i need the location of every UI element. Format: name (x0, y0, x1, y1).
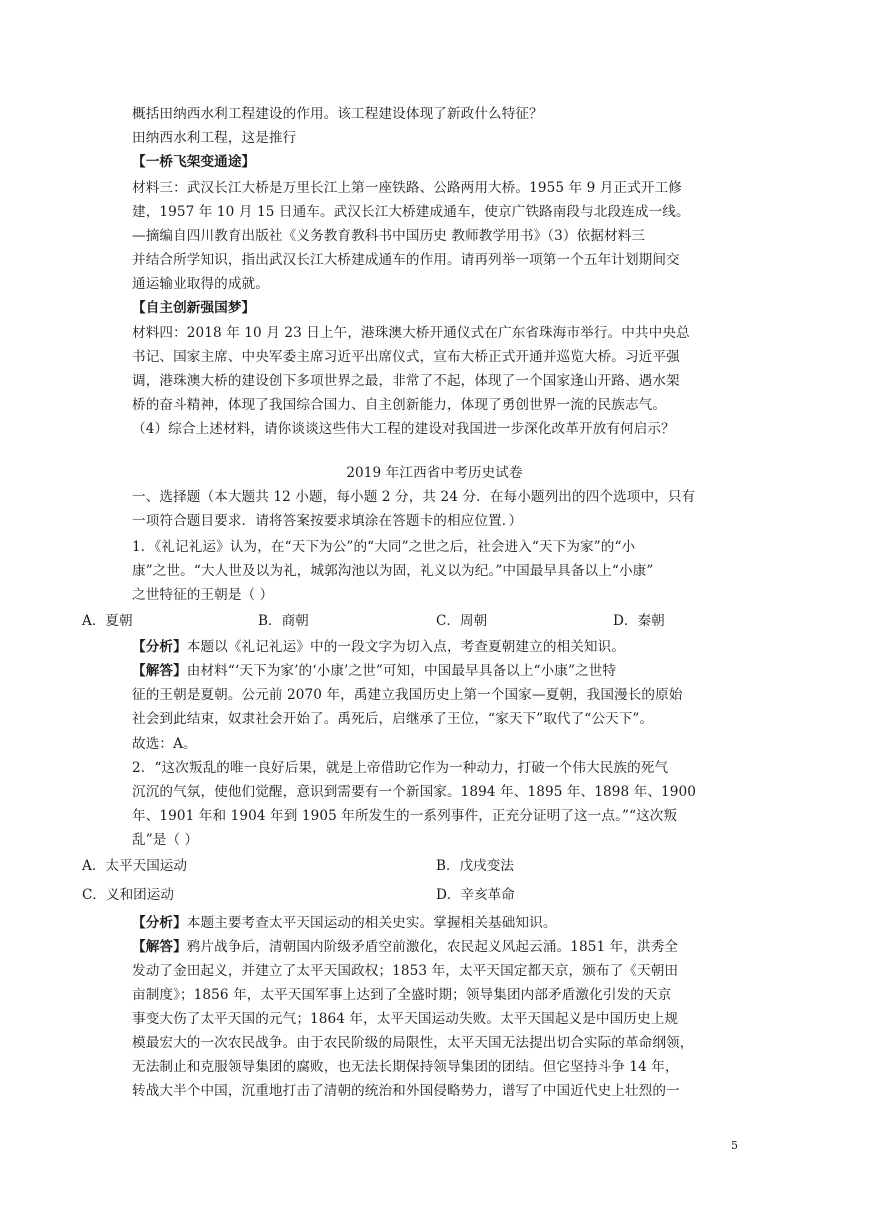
text-line: —摘编自四川教育出版社《义务教育教科书中国历史 教师教学用书》（3）依据材料三 (132, 228, 646, 244)
question-stem: 沉沉的气氛，使他们觉醒，意识到需要有一个新国家。1894 年、1895 年、1898 年、1900 (132, 784, 697, 800)
section-heading: 【自主创新强国梦】 (132, 300, 256, 316)
answer-text: 由材料“‘天下为家’的‘小康’之世”可知，中国最早具备以上“小康”之世特 (186, 663, 617, 679)
analysis-text: 本题主要考查太平天国运动的相关史实。掌握相关基础知识。 (186, 915, 557, 931)
analysis-line (132, 637, 625, 657)
answer-line: 亩制度》；1856 年，太平天国军事上达到了全盛时期；领导集团内部矛盾激化引发的天京 (132, 987, 672, 1003)
text-line: 书记、国家主席、中央军委主席习近平出席仪式，宣布大桥正式开通并巡览大桥。习近平强 (132, 349, 680, 365)
answer-line: 事变大伤了太平天国的元气；1864 年，太平天国运动失败。太平天国起义是中国历史上规 (132, 1011, 679, 1027)
question-stem: 康”之世。“大人世及以为礼，城郭沟池以为固，礼义以为纪。”中国最早具备以上“小康” (132, 563, 654, 579)
option-c: C．周朝 (436, 613, 488, 629)
answer-line (132, 937, 678, 957)
answer-label: 【解答】 (132, 939, 187, 955)
question-stem: 之世特征的王朝是（ ） (132, 587, 274, 603)
option-c: C．义和团运动 (82, 887, 174, 903)
answer-line: 征的王朝是夏朝。公元前 2070 年，禹建立我国历史上第一个国家—夏朝，我国漫长的原始 (132, 687, 683, 703)
answer-label: 【解答】 (132, 663, 187, 679)
answer-line: 社会到此结束，奴隶社会开始了。禹死后，启继承了王位，“家天下”取代了“公天下”。 (132, 711, 654, 727)
text-line: 通运输业取得的成就。 (132, 276, 269, 292)
option-b: B．戊戌变法 (436, 858, 514, 874)
answer-line: 转战大半个中国，沉重地打击了清朝的统治和外国侵略势力，谱写了中国近代史上壮烈的一 (132, 1083, 680, 1099)
option-b: B．商朝 (258, 613, 309, 629)
question-stem: 2．“这次叛乱的唯一良好后果，就是上帝借助它作为一种动力，打破一个伟大民族的死气 (132, 760, 669, 776)
answer-line: 模最宏大的一次农民战争。由于农民阶级的局限性，太平天国无法提出切合实际的革命纲领， (132, 1035, 694, 1051)
text-line: 材料四：2018 年 10 月 23 日上午，港珠澳大桥开通仪式在广东省珠海市举行。中共中央总 (132, 325, 690, 341)
question-stem: 1．《礼记礼运》认为，在“天下为公”的“大同”之世之后，社会进入“天下为家”的“小 (132, 539, 636, 555)
answer-line: 无法制止和克服领导集团的腐败，也无法长期保持领导集团的团结。但它坚持斗争 14 年， (132, 1059, 679, 1075)
option-d: D．秦朝 (613, 613, 665, 629)
answer-text: 鸦片战争后，清朝国内阶级矛盾空前激化，农民起义风起云涌。1851 年，洪秀全 (186, 939, 679, 955)
question-stem: 年、1901 年和 1904 年到 1905 年所发生的一系列事件，正充分证明了这一点。”“这次叛 (132, 808, 678, 824)
page-number: 5 (731, 1139, 738, 1152)
option-d: D．辛亥革命 (436, 887, 515, 903)
analysis-text: 本题以《礼记礼运》中的一段文字为切入点，考查夏朝建立的相关知识。 (186, 639, 625, 655)
exam-title: 2019 年江西省中考历史试卷 (346, 465, 523, 481)
text-line: 并结合所学知识，指出武汉长江大桥建成通车的作用。请再列举一项第一个五年计划期间交 (132, 252, 680, 268)
section-instruction: 一、选择题（本大题共 12 小题，每小题 2 分，共 24 分．在每小题列出的四个选项中，只有 (132, 489, 696, 505)
text-line: 材料三：武汉长江大桥是万里长江上第一座铁路、公路两用大桥。1955 年 9 月正式开工修 (132, 180, 682, 196)
answer-line: 发动了金田起义，并建立了太平天国政权；1853 年，太平天国定都天京，颁布了《天朝田 (132, 963, 679, 979)
text-line: 田纳西水利工程，这是推行 (132, 130, 297, 146)
section-heading: 【一桥飞架变通途】 (132, 154, 256, 170)
text-line: 概括田纳西水利工程建设的作用。该工程建设体现了新政什么特征？ (132, 106, 543, 122)
option-a: A．太平天国运动 (82, 858, 187, 874)
question-stem: 乱”是（ ） (132, 832, 199, 848)
answer-line (132, 661, 616, 681)
analysis-line (132, 913, 557, 933)
analysis-label: 【分析】 (132, 639, 187, 655)
answer-line: 故选：A。 (132, 736, 197, 752)
analysis-label: 【分析】 (132, 915, 187, 931)
text-line: 建，1957 年 10 月 15 日通车。武汉长江大桥建成通车，使京广铁路南段与北段连成一线。 (132, 204, 690, 220)
text-line: 桥的奋斗精神，体现了我国综合国力、自主创新能力，体现了勇创世界一流的民族志气。 (132, 397, 667, 413)
option-a: A．夏朝 (82, 613, 133, 629)
text-line: 调，港珠澳大桥的建设创下多项世界之最，非常了不起，体现了一个国家逢山开路、遇水架 (132, 373, 680, 389)
section-instruction: 一项符合题目要求．请将答案按要求填涂在答题卡的相应位置．） (132, 513, 523, 529)
text-line: （4）综合上述材料，请你谈谈这些伟大工程的建设对我国进一步深化改革开放有何启示？ (132, 421, 675, 437)
